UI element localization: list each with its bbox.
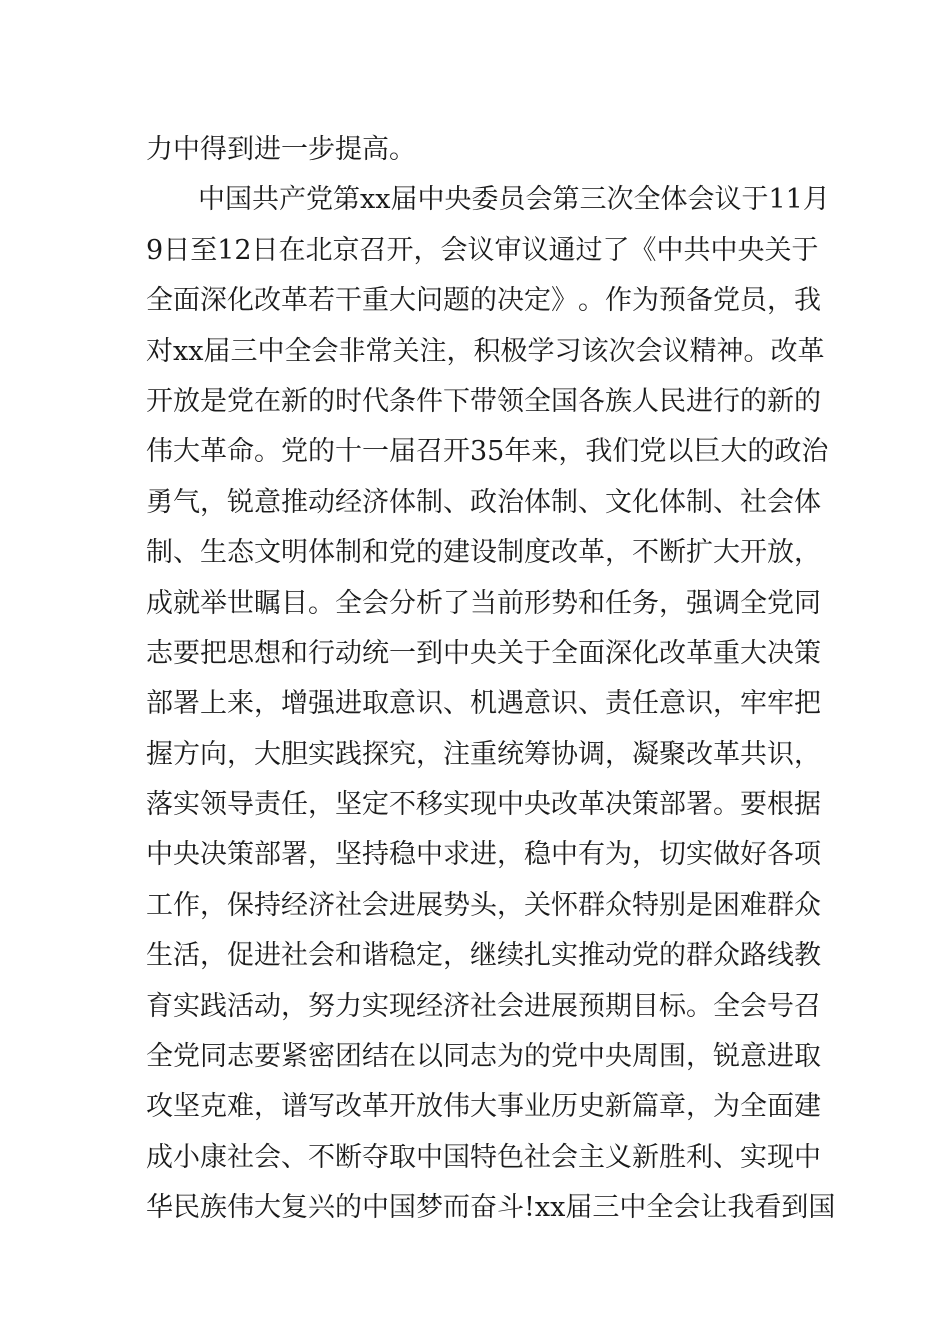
text-line: 部 署 上 来 ， 增 强 进 取 意 识 、 机 遇 意 识 、 责 任 意 识 ， 牢 牢 把 bbox=[146, 688, 821, 720]
text-line: 成 就 举 世 瞩 目 。 全 会 分 析 了 当 前 形 势 和 任 务 ， 强 调 全 党 同 bbox=[146, 587, 821, 619]
text-line: 生 活 ， 促 进 社 会 和 谐 稳 定 ， 继 续 扎 实 推 动 党 的 群 众 路 线 教 bbox=[146, 940, 821, 972]
text-line: 华 民 族 伟 大 复 兴 的 中 国 梦 而 奋 斗 !xx 届 三 中 全 会 让 我 看 到 国 bbox=[146, 1192, 836, 1224]
text-line: 成 小 康 社 会 、 不 断 夺 取 中 国 特 色 社 会 主 义 新 胜 利 、 实 现 中 bbox=[146, 1141, 821, 1173]
text-line: 全 党 同 志 要 紧 密 团 结 在 以 同 志 为 的 党 中 央 周 围 ， 锐 意 进 取 bbox=[146, 1041, 821, 1073]
text-line: 落 实 领 导 责 任 ， 坚 定 不 移 实 现 中 央 改 革 决 策 部 署 。 要 根 据 bbox=[146, 789, 821, 821]
text-line: 全 面 深 化 改 革 若 干 重 大 问 题 的 决 定 》 。 作 为 预 备 党 员 ， 我 bbox=[146, 285, 821, 317]
text-line: 力中得到进一步提高。 bbox=[146, 134, 416, 165]
text-line: 中 央 决 策 部 署 ， 坚 持 稳 中 求 进 ， 稳 中 有 为 ， 切 实 做 好 各 项 bbox=[146, 839, 821, 871]
text-line: 攻 坚 克 难 ， 谱 写 改 革 开 放 伟 大 事 业 历 史 新 篇 章 ， 为 全 面 建 bbox=[146, 1091, 821, 1123]
body-text bbox=[146, 125, 836, 1234]
text-line: 中 国 共 产 党 第 xx 届 中 央 委 员 会 第 三 次 全 体 会 议 于 11 月 bbox=[198, 184, 830, 216]
text-line: 伟 大 革 命 。 党 的 十 一 届 召 开 35 年 来 ， 我 们 党 以 巨 大 的 政 治 bbox=[146, 436, 829, 468]
text-line: 志 要 把 思 想 和 行 动 统 一 到 中 央 关 于 全 面 深 化 改 革 重 大 决 策 bbox=[146, 637, 821, 669]
text-line: 握 方 向 ， 大 胆 实 践 探 究 ， 注 重 统 筹 协 调 ， 凝 聚 改 革 共 识 ， bbox=[146, 738, 821, 770]
text-line: 工 作 ， 保 持 经 济 社 会 进 展 势 头 ， 关 怀 群 众 特 别 是 困 难 群 众 bbox=[146, 889, 821, 921]
text-line: 制 、 生 态 文 明 体 制 和 党 的 建 设 制 度 改 革 ， 不 断 扩 大 开 放 ， bbox=[146, 537, 821, 569]
text-line: 对 xx 届 三 中 全 会 非 常 关 注 ， 积 极 学 习 该 次 会 议 精 神 。 改 革 bbox=[146, 335, 825, 367]
text-line: 育 实 践 活 动 ， 努 力 实 现 经 济 社 会 进 展 预 期 目 标 。 全 会 号 召 bbox=[146, 990, 821, 1022]
text-line: 勇 气 ， 锐 意 推 动 经 济 体 制 、 政 治 体 制 、 文 化 体 制 、 社 会 体 bbox=[146, 486, 821, 518]
text-line: 9 日 至 12 日 在 北 京 召 开 ， 会 议 审 议 通 过 了 《 中 共 中 央 关 于 bbox=[146, 234, 819, 266]
text-line: 开 放 是 党 在 新 的 时 代 条 件 下 带 领 全 国 各 族 人 民 进 行 的 新 的 bbox=[146, 385, 821, 417]
